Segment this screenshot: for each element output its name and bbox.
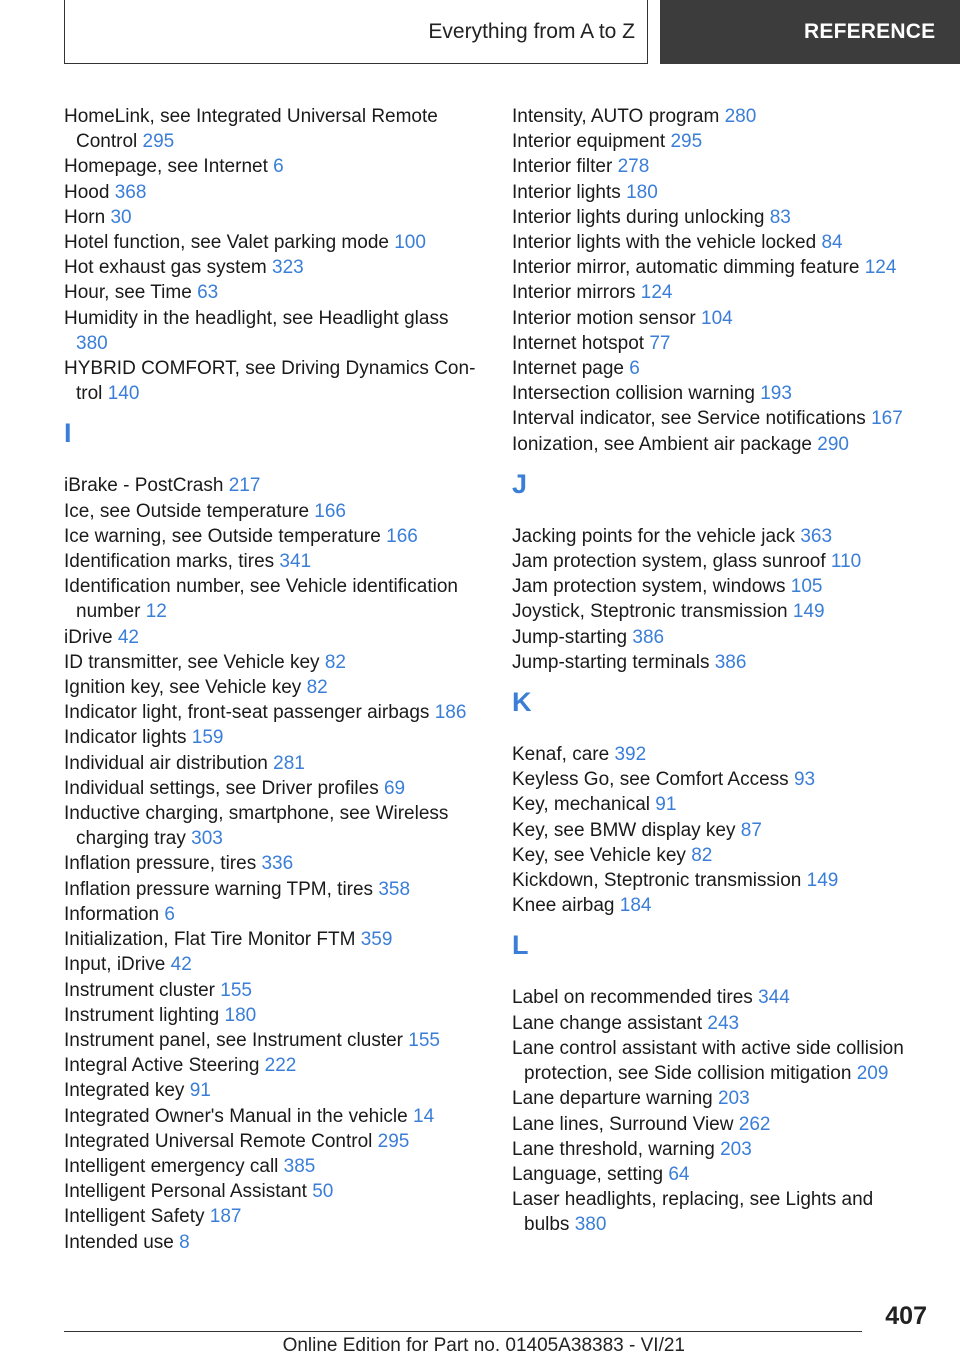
index-entry — [512, 843, 912, 868]
index-entry — [64, 1053, 482, 1078]
index-entry — [64, 675, 482, 700]
page-number: 407 — [885, 1302, 927, 1330]
index-page-link[interactable]: 281 — [273, 752, 305, 774]
index-entry-term: Identification marks, tires — [64, 551, 275, 573]
index-page-link[interactable]: 87 — [740, 819, 762, 841]
footer-divider — [64, 1331, 862, 1332]
index-page-link[interactable]: 42 — [170, 954, 192, 976]
index-entry-term: Interior equipment — [512, 131, 666, 153]
index-entry — [512, 154, 912, 179]
index-page-link[interactable]: 6 — [273, 156, 284, 178]
index-entry-term: Inflation pressure, tires — [64, 853, 257, 875]
index-letter-heading: K — [512, 687, 532, 718]
index-entry-term: Lane control assistant with active side collision protection, see Side collision mitigation — [512, 1037, 904, 1085]
index-column-right — [512, 104, 912, 1238]
index-entry — [64, 700, 482, 725]
index-entry — [64, 1078, 482, 1103]
index-entry — [64, 1154, 482, 1179]
index-entry-term: Instrument cluster — [64, 979, 215, 1001]
index-entry — [512, 104, 912, 129]
index-page-link[interactable]: 295 — [377, 1130, 410, 1152]
index-entry-term: ID transmitter, see Vehicle key — [64, 651, 320, 673]
index-entry — [512, 129, 912, 154]
index-page-link[interactable]: 184 — [619, 895, 652, 917]
index-page-link[interactable]: 124 — [640, 282, 673, 304]
index-entry — [512, 280, 912, 305]
index-entry-term: Interval indicator, see Service notifications — [512, 408, 866, 430]
index-entry — [64, 902, 482, 927]
index-entry-term: HomeLink, see Integrated Universal Remote Control — [64, 106, 438, 153]
index-entry-term: iBrake - PostCrash — [64, 475, 224, 497]
index-entry — [512, 432, 912, 457]
index-page-link[interactable]: 124 — [864, 257, 897, 279]
index-page-link[interactable]: 280 — [724, 106, 757, 127]
index-page-link[interactable]: 14 — [413, 1105, 435, 1127]
index-page-link[interactable]: 84 — [821, 232, 843, 254]
index-entry-term: HYBRID COMFORT, see Driving Dynamics Control — [64, 358, 476, 405]
index-entry-term: Key, see Vehicle key — [512, 844, 686, 866]
index-entry — [64, 230, 482, 255]
index-entry — [512, 230, 912, 255]
index-entry — [512, 893, 912, 918]
index-page-link[interactable]: 341 — [279, 551, 312, 573]
index-entry-term: Inductive charging, smartphone, see Wireless charging tray — [64, 803, 449, 850]
index-entry-term: Lane departure warning — [512, 1088, 713, 1110]
index-entry — [512, 1011, 912, 1036]
index-page-link[interactable]: 30 — [110, 206, 132, 228]
index-entry-term: Joystick, Steptronic transmission — [512, 601, 788, 623]
index-page-link[interactable]: 203 — [717, 1088, 750, 1110]
index-page-link[interactable]: 380 — [574, 1214, 607, 1236]
index-entry-term: Internet page — [512, 358, 624, 380]
index-entry — [512, 306, 912, 331]
index-entry — [512, 574, 912, 599]
index-page-link[interactable]: 295 — [670, 131, 703, 153]
index-page-link[interactable]: 82 — [691, 844, 713, 866]
index-entry-term: Input, iDrive — [64, 954, 166, 976]
index-page-link[interactable]: 42 — [117, 626, 139, 648]
index-entry — [512, 205, 912, 230]
index-entry-term: Interior lights — [512, 181, 621, 203]
index-page-link[interactable]: 93 — [793, 769, 816, 791]
index-entry — [64, 549, 482, 574]
index-entry-term: Language, setting — [512, 1163, 664, 1185]
index-entry — [512, 985, 912, 1010]
index-page-link[interactable]: 193 — [760, 383, 792, 405]
index-page-link[interactable]: 82 — [324, 651, 346, 673]
index-entry-term: Kenaf, care — [512, 744, 610, 766]
index-entry — [64, 524, 482, 549]
index-entry-term: Intelligent Personal Assistant — [64, 1181, 307, 1203]
index-entry — [512, 549, 912, 574]
index-page-link[interactable]: 155 — [408, 1029, 440, 1051]
index-page-link[interactable]: 209 — [856, 1063, 889, 1085]
index-entry — [512, 792, 912, 817]
index-page-link[interactable]: 91 — [655, 794, 677, 816]
index-page-link[interactable]: 82 — [306, 677, 328, 699]
index-entry — [512, 356, 912, 381]
index-entry — [64, 205, 482, 230]
index-page-link[interactable]: 149 — [806, 870, 839, 892]
index-entry-term: Indicator light, front-seat passenger airbags — [64, 702, 430, 724]
index-entry — [64, 1003, 482, 1028]
index-page-link[interactable]: 368 — [114, 181, 147, 203]
index-page-link[interactable]: 69 — [383, 777, 406, 799]
index-entry-term: Lane change assistant — [512, 1012, 703, 1034]
index-page-link[interactable]: 180 — [626, 181, 658, 203]
index-entry-term: Hot exhaust gas system — [64, 257, 267, 279]
index-entry-term: Intensity, AUTO program — [512, 106, 720, 127]
index-entry-term: Interior mirrors — [512, 282, 636, 304]
index-entry-term: Lane threshold, warning — [512, 1138, 715, 1160]
index-entry — [64, 952, 482, 977]
index-entry-term: Instrument lighting — [64, 1004, 220, 1026]
index-entry-term: Interior mirror, automatic dimming feature — [512, 257, 860, 279]
index-entry — [64, 978, 482, 1003]
index-entry — [512, 1036, 912, 1086]
index-entry — [64, 306, 482, 356]
index-page-link[interactable]: 166 — [386, 525, 418, 547]
edition-note: Online Edition for Part no. 01405A38383 - VI/21 — [282, 1335, 685, 1356]
index-entry-term: Integrated Owner's Manual in the vehicle — [64, 1105, 408, 1127]
index-page-link[interactable]: 386 — [714, 651, 747, 673]
index-page-link[interactable]: 83 — [769, 206, 791, 228]
index-entry — [512, 381, 912, 406]
index-entry — [64, 104, 482, 154]
index-entry-term: Individual settings, see Driver profiles — [64, 777, 379, 799]
index-entry-term: Ignition key, see Vehicle key — [64, 677, 302, 699]
index-entry — [64, 851, 482, 876]
index-entry — [64, 1230, 482, 1255]
index-entry-term: Jam protection system, glass sunroof — [512, 551, 826, 573]
index-page-link[interactable]: 12 — [145, 601, 167, 623]
index-entry — [512, 1112, 912, 1137]
index-entry — [64, 255, 482, 280]
index-entry — [64, 574, 482, 624]
index-letter-heading: J — [512, 468, 528, 499]
index-entry-term: Internet hotspot — [512, 332, 645, 354]
index-entry-term: Integrated Universal Remote Control — [64, 1130, 373, 1152]
index-letter-heading: L — [512, 930, 529, 961]
index-entry — [512, 767, 912, 792]
index-entry — [64, 356, 482, 406]
index-page-link[interactable]: 166 — [314, 500, 346, 522]
index-page-link[interactable]: 104 — [701, 307, 733, 329]
index-entry-term: Intelligent emergency call — [64, 1155, 279, 1177]
header-chapter-tab — [660, 0, 960, 64]
index-entry-term: Initialization, Flat Tire Monitor FTM — [64, 929, 356, 951]
index-entry — [512, 1187, 912, 1237]
index-entry — [64, 499, 482, 524]
index-entry-term: Kickdown, Steptronic transmission — [512, 870, 802, 892]
index-letter-heading: I — [64, 418, 72, 449]
index-page-link[interactable]: 359 — [360, 929, 393, 951]
index-page-link[interactable]: 323 — [272, 257, 304, 279]
index-entry — [64, 751, 482, 776]
index-page-link[interactable]: 180 — [224, 1004, 257, 1026]
index-entry — [64, 1204, 482, 1229]
index-column-left — [64, 104, 482, 1255]
index-entry — [64, 280, 482, 305]
index-page-link[interactable]: 222 — [264, 1055, 297, 1077]
index-entry-term: Ice, see Outside temperature — [64, 500, 310, 522]
index-entry — [64, 650, 482, 675]
index-entry — [512, 818, 912, 843]
index-page-link[interactable]: 217 — [228, 475, 261, 497]
index-page-link[interactable]: 186 — [434, 702, 467, 724]
index-page-link[interactable]: 159 — [191, 727, 224, 749]
index-entry-term: Intelligent Safety — [64, 1206, 205, 1228]
index-entry-term: Hour, see Time — [64, 282, 192, 304]
index-entry-term: Knee airbag — [512, 895, 615, 917]
index-entry-term: Interior lights with the vehicle locked — [512, 232, 817, 254]
index-entry-term: Ice warning, see Outside temperature — [64, 525, 381, 547]
index-page-link[interactable]: 110 — [830, 551, 862, 573]
index-entry-term: Label on recommended tires — [512, 987, 753, 1009]
index-entry-term: Key, mechanical — [512, 794, 650, 816]
index-page-link[interactable]: 392 — [614, 744, 647, 766]
header-section-box — [64, 0, 648, 64]
index-entry-term: Identification number, see Vehicle identification number — [64, 576, 458, 623]
index-page-link[interactable]: 149 — [792, 601, 825, 623]
index-entry-term: Interior motion sensor — [512, 307, 696, 329]
index-entry-term: Information — [64, 903, 160, 925]
index-page-link[interactable]: 6 — [629, 358, 640, 380]
index-entry — [64, 473, 482, 498]
index-entry-term: Interior lights during unlocking — [512, 206, 765, 228]
index-page-link[interactable]: 290 — [817, 433, 849, 455]
index-page-link[interactable]: 385 — [283, 1155, 316, 1177]
index-page-link[interactable]: 358 — [378, 878, 411, 900]
index-entry — [64, 776, 482, 801]
index-page-link[interactable]: 303 — [191, 828, 223, 850]
index-page-link[interactable]: 167 — [871, 408, 903, 430]
index-entry — [64, 927, 482, 952]
index-entry-term: Lane lines, Surround View — [512, 1113, 734, 1135]
index-entry — [64, 1028, 482, 1053]
index-entry — [512, 868, 912, 893]
index-page-link[interactable]: 386 — [632, 626, 665, 648]
index-entry-term: Key, see BMW display key — [512, 819, 736, 841]
index-entry — [64, 1129, 482, 1154]
index-page-link[interactable]: 6 — [164, 903, 175, 925]
index-entry-term: Horn — [64, 206, 106, 228]
index-page-link[interactable]: 187 — [209, 1206, 242, 1228]
index-page-link[interactable]: 344 — [758, 987, 790, 1009]
index-entry-term: Homepage, see Internet — [64, 156, 268, 178]
index-entry-term: Interior filter — [512, 156, 613, 178]
index-page-link[interactable]: 363 — [800, 525, 833, 547]
index-entry — [512, 255, 912, 280]
index-page-link[interactable]: 8 — [179, 1231, 190, 1253]
index-entry-term: Intended use — [64, 1231, 174, 1253]
index-page-link[interactable]: 243 — [707, 1012, 740, 1034]
index-entry — [512, 625, 912, 650]
index-entry — [64, 1179, 482, 1204]
index-entry — [512, 180, 912, 205]
index-page-link[interactable]: 105 — [790, 576, 823, 598]
index-page-link[interactable]: 262 — [738, 1113, 771, 1135]
index-entry-term: Jump-starting — [512, 626, 628, 648]
index-entry — [64, 725, 482, 750]
index-entry — [64, 180, 482, 205]
index-entry — [64, 877, 482, 902]
index-entry-term: Instrument panel, see Instrument cluster — [64, 1029, 403, 1051]
header-section-title: Everything from A to Z — [428, 19, 635, 43]
index-page-link[interactable]: 64 — [668, 1163, 690, 1185]
header-chapter-label: REFERENCE — [804, 20, 936, 43]
index-page-link[interactable]: 140 — [107, 383, 140, 405]
index-page-link[interactable]: 91 — [189, 1080, 211, 1102]
index-entry — [512, 1137, 912, 1162]
index-entry — [512, 742, 912, 767]
index-entry — [64, 154, 482, 179]
index-entry-term: Intersection collision warning — [512, 383, 755, 405]
index-entry-term: Jump-starting terminals — [512, 651, 710, 673]
index-entry — [64, 625, 482, 650]
index-entry-term: Jacking points for the vehicle jack — [512, 525, 796, 547]
index-entry — [512, 1162, 912, 1187]
index-page-link[interactable]: 155 — [220, 979, 252, 1001]
index-entry-term: Hood — [64, 181, 110, 203]
index-entry — [512, 650, 912, 675]
index-entry — [512, 331, 912, 356]
index-entry-term: Keyless Go, see Comfort Access — [512, 769, 789, 791]
index-page-link[interactable]: 50 — [312, 1181, 334, 1203]
index-page-link[interactable]: 77 — [649, 332, 671, 354]
index-entry-term: Inflation pressure warning TPM, tires — [64, 878, 374, 900]
index-page-link[interactable]: 203 — [720, 1138, 752, 1160]
index-page-link[interactable]: 63 — [197, 282, 219, 304]
index-entry — [64, 801, 482, 851]
index-entry-term: Humidity in the headlight, see Headlight glass — [64, 307, 449, 329]
index-page-link[interactable]: 278 — [617, 156, 650, 178]
index-entry-term: Integrated key — [64, 1080, 185, 1102]
index-page-link[interactable]: 295 — [142, 131, 175, 153]
index-page-link[interactable]: 336 — [261, 853, 294, 875]
index-entry — [512, 599, 912, 624]
index-entry-term: Ionization, see Ambient air package — [512, 433, 812, 455]
index-entry-term: Jam protection system, windows — [512, 576, 786, 598]
index-entry-term: Individual air distribution — [64, 752, 268, 774]
index-page-link[interactable]: 100 — [394, 232, 426, 254]
index-entry — [64, 1104, 482, 1129]
index-entry-term: Hotel function, see Valet parking mode — [64, 232, 389, 254]
index-page-link[interactable]: 380 — [76, 332, 108, 354]
index-entry-term: Integral Active Steering — [64, 1055, 260, 1077]
index-entry-term: Indicator lights — [64, 727, 187, 749]
index-entry-term: Laser headlights, replacing, see Lights and bulbs — [512, 1189, 874, 1236]
index-entry-term: iDrive — [64, 626, 113, 648]
index-entry — [512, 1086, 912, 1111]
index-entry — [512, 524, 912, 549]
index-entry — [512, 406, 912, 431]
